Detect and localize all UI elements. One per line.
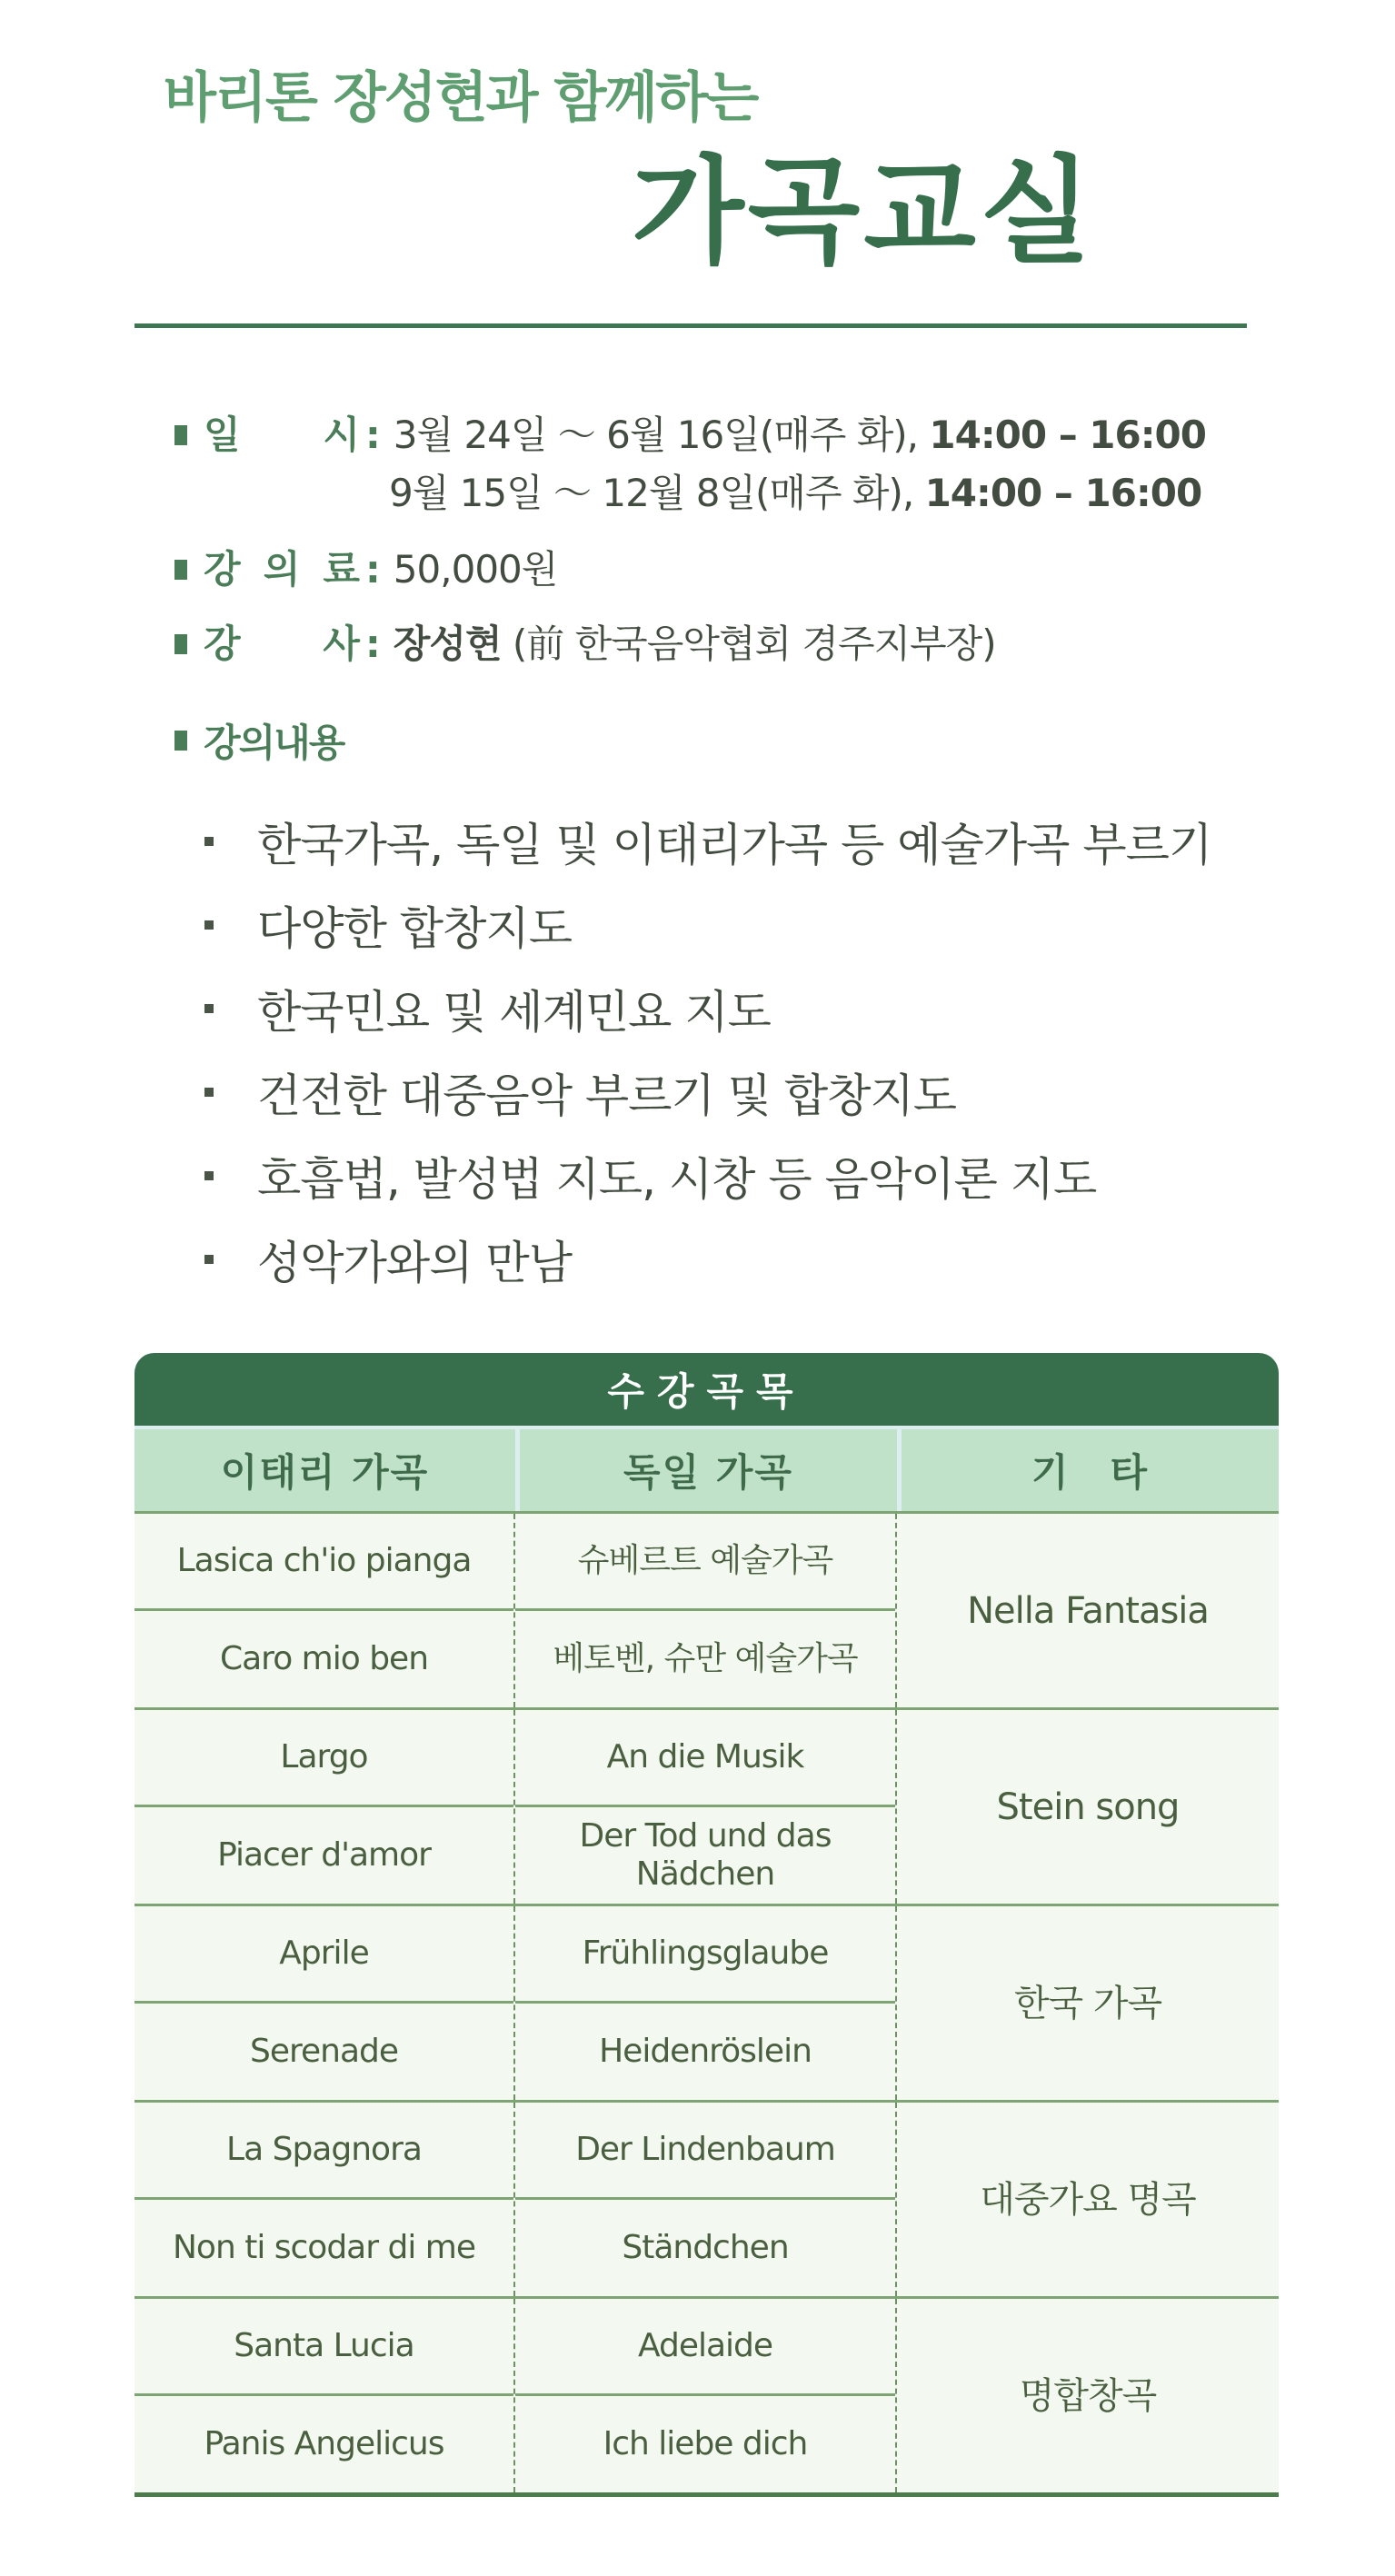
repertoire-table <box>135 1353 1279 2497</box>
square-bullet-icon <box>174 560 187 580</box>
square-bullet-icon <box>174 731 187 751</box>
bullet-dot-icon <box>204 1255 214 1264</box>
fee-row: 강 의 료 : 50,000원 <box>174 551 557 589</box>
table-cell: Ich liebe dich <box>603 2425 808 2463</box>
table-cell: Non ti scodar di me <box>172 2229 476 2267</box>
instructor-label: 강 사 <box>204 622 360 666</box>
list-item: 한국민요 및 세계민요 지도 <box>204 967 1211 1050</box>
table-cell: La Spagnora <box>135 2103 513 2200</box>
table-cell: 대중가요 명곡 <box>980 2178 1196 2221</box>
table-cell: Aprile <box>135 1906 513 2004</box>
table-header <box>135 1429 1279 1514</box>
instructor-detail: (前 한국음악협회 경주지부장) <box>512 622 996 666</box>
subtitle: 바리톤 장성현과 함께하는 <box>164 66 758 130</box>
table-cell: Stein song <box>996 1785 1180 1828</box>
schedule-row-2 <box>389 471 1202 515</box>
table-row-group <box>135 1514 1279 1710</box>
bullet-dot-icon <box>204 920 214 930</box>
table-cell: Der Lindenbaum <box>515 2103 895 2200</box>
schedule-line-1: 3월 24일 ～ 6월 16일(매주 화), 14:00 – 16:00 <box>393 413 1206 457</box>
list-item: 건전한 대중음악 부르기 및 합창지도 <box>204 1050 1211 1134</box>
table-row-group <box>135 2103 1279 2299</box>
bullet-dot-icon <box>204 1171 214 1180</box>
table-cell: Panis Angelicus <box>204 2425 444 2463</box>
list-item: 성악가와의 만남 <box>204 1218 1211 1301</box>
fee-value: 50,000원 <box>393 547 558 592</box>
table-cell: Lasica ch'io pianga <box>135 1514 513 1611</box>
list-item: 한국가곡, 독일 및 이태리가곡 등 예술가곡 부르기 <box>204 800 1211 883</box>
list-item: 다양한 합창지도 <box>204 883 1211 967</box>
header-german: 독일 가곡 <box>515 1429 897 1511</box>
instructor-name: 장성현 <box>393 622 502 666</box>
fee-label: 강 의 료 <box>204 547 360 592</box>
instructor-value <box>393 622 996 666</box>
table-cell: 슈베르트 예술가곡 <box>515 1514 895 1611</box>
list-item: 호흡법, 발성법 지도, 시창 등 음악이론 지도 <box>204 1134 1211 1218</box>
table-cell: Heidenröslein <box>599 2033 812 2071</box>
schedule-row: 일 시 : 3월 24일 ～ 6월 16일(매주 화), 14:00 – 16:00 <box>174 416 1206 454</box>
table-cell: Caro mio ben <box>219 1640 429 1678</box>
table-cell: 베토벤, 슈만 예술가곡 <box>553 1640 858 1678</box>
header-italian: 이태리 가곡 <box>135 1429 515 1511</box>
schedule-label: 일 시 <box>204 413 360 457</box>
table-cell: Santa Lucia <box>135 2299 513 2396</box>
table-cell: Piacer d'amor <box>217 1836 431 1875</box>
table-cell: Frühlingsglaube <box>515 1906 895 2004</box>
table-cell: Nella Fantasia <box>967 1589 1209 1632</box>
schedule-line-2: 9월 15일 ～ 12월 8일(매주 화), 14:00 – 16:00 <box>389 471 1202 515</box>
square-bullet-icon <box>174 634 187 654</box>
header-other: 기 타 <box>897 1429 1279 1511</box>
table-cell: 명합창곡 <box>1019 2374 1157 2417</box>
table-cell: Ständchen <box>622 2229 789 2267</box>
table-cell: 한국 가곡 <box>1013 1982 1162 2024</box>
table-cell: Serenade <box>249 2033 399 2071</box>
table-cell: An die Musik <box>515 1710 895 1807</box>
table-cell: Adelaide <box>515 2299 895 2396</box>
content-heading: 강의내용 <box>174 713 344 768</box>
square-bullet-icon <box>174 425 187 445</box>
content-list <box>204 800 1211 1301</box>
table-cell: Largo <box>135 1710 513 1807</box>
table-cell: Der Tod und das Nädchen <box>579 1817 832 1893</box>
instructor-row: 강 사 : 장성현 (前 한국음악협회 경주지부장) <box>174 625 996 663</box>
table-title: 수강곡목 <box>135 1353 1279 1426</box>
table-row-group <box>135 1710 1279 1906</box>
bullet-dot-icon <box>204 1004 214 1013</box>
bullet-dot-icon <box>204 837 214 846</box>
title-divider <box>135 323 1247 328</box>
table-row-group <box>135 1906 1279 2103</box>
page-title: 가곡교실 <box>632 144 1096 280</box>
table-row-group <box>135 2299 1279 2497</box>
bullet-dot-icon <box>204 1088 214 1097</box>
